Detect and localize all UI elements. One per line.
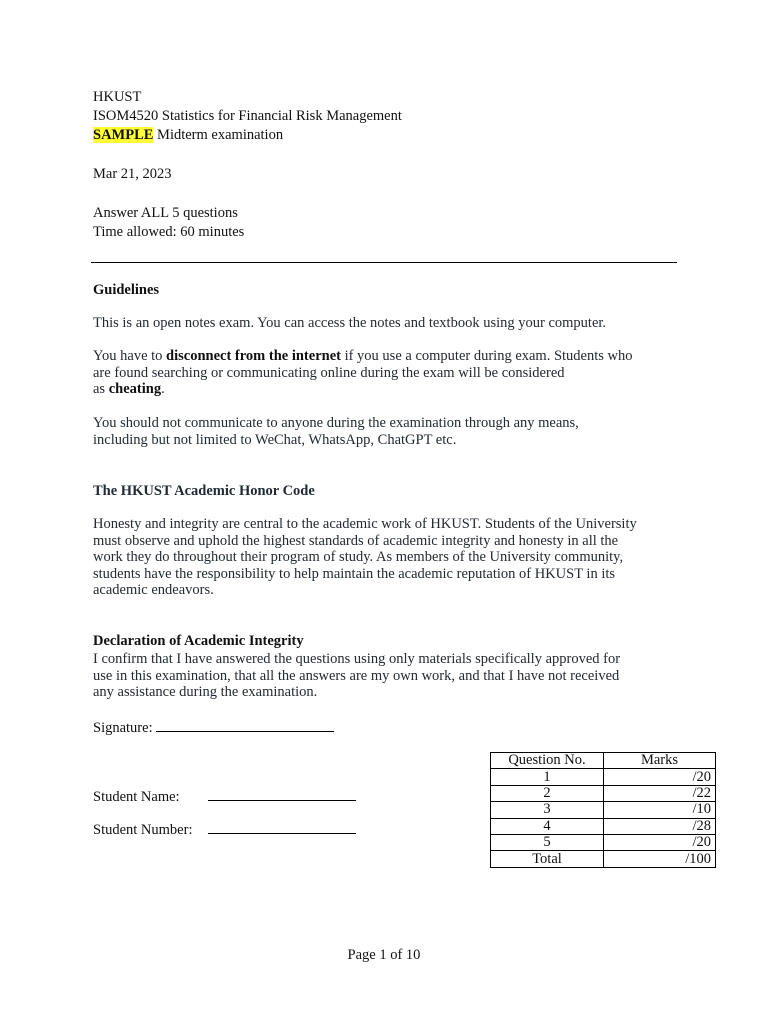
institution-name: HKUST xyxy=(93,89,142,105)
question-number: 3 xyxy=(491,802,604,818)
question-marks: /20 xyxy=(604,834,716,850)
guideline-p2-line3: as cheating. xyxy=(93,381,165,398)
student-number-line[interactable] xyxy=(208,819,356,834)
question-marks: /20 xyxy=(604,769,716,785)
page-number: Page 1 of 10 xyxy=(347,947,421,963)
question-marks: /10 xyxy=(604,802,716,818)
exam-instructions: Answer ALL 5 questions xyxy=(93,205,238,221)
student-number-label: Student Number: xyxy=(93,822,193,838)
signature-line[interactable] xyxy=(156,717,334,732)
table-row xyxy=(491,818,716,834)
guideline-p2-line1: You have to disconnect from the internet if you use a computer during exam. Students who xyxy=(93,348,633,364)
question-number: 5 xyxy=(491,834,604,850)
question-marks: /22 xyxy=(604,785,716,801)
signature-label: Signature: xyxy=(93,720,157,736)
table-header-row xyxy=(491,753,716,769)
student-name-line[interactable] xyxy=(208,786,356,801)
student-name-label: Student Name: xyxy=(93,789,180,805)
total-marks: /100 xyxy=(604,851,716,867)
internet-emphasis: disconnect from the internet xyxy=(166,348,341,364)
table-row xyxy=(491,769,716,785)
declaration-paragraph: I confirm that I have answered the questions using only materials specifically approved for use in this examination, that all the answers are my own work, and that I have not received any assistance during the examination. xyxy=(93,651,621,701)
exam-title xyxy=(93,126,283,145)
table-row xyxy=(491,785,716,801)
question-number: 4 xyxy=(491,818,604,834)
exam-type: Midterm examination xyxy=(153,127,284,143)
table-row xyxy=(491,802,716,818)
time-allowed: Time allowed: 60 minutes xyxy=(93,224,245,240)
table-total-row xyxy=(491,851,716,867)
declaration-heading: Declaration of Academic Integrity xyxy=(93,633,304,649)
question-no-header: Question No. xyxy=(491,753,604,769)
honor-code-heading: The HKUST Academic Honor Code xyxy=(93,483,315,499)
guideline-p2-line2: are found searching or communicating online during the exam will be considered xyxy=(93,364,565,381)
marks-header: Marks xyxy=(604,753,716,769)
guideline-paragraph-3: You should not communicate to anyone during the examination through any means, including but not limited to WeChat, WhatsApp, ChatGPT etc. xyxy=(93,415,579,448)
sample-highlight: SAMPLE xyxy=(93,127,154,143)
marks-table xyxy=(490,752,716,868)
question-marks: /28 xyxy=(604,818,716,834)
cheating-emphasis: cheating xyxy=(108,381,162,398)
signature-field[interactable] xyxy=(93,717,334,738)
question-number: 1 xyxy=(491,769,604,785)
question-number: 2 xyxy=(491,785,604,801)
guideline-paragraph-1: This is an open notes exam. You can access the notes and textbook using your computer. xyxy=(93,315,607,331)
header-divider xyxy=(91,262,677,263)
guideline-paragraph-2 xyxy=(93,348,683,398)
table-row xyxy=(491,834,716,850)
honor-code-paragraph: Honesty and integrity are central to the academic work of HKUST. Students of the University must observe and uphold the highest standards of academic integrity and honesty in all the work they do throughout their program of study. As members of the University community, students have the responsibility to help maintain the academic reputation of HKUST in its academic endeavors. xyxy=(93,516,637,599)
guidelines-heading: Guidelines xyxy=(93,282,160,298)
course-title: ISOM4520 Statistics for Financial Risk Management xyxy=(93,108,402,124)
exam-date: Mar 21, 2023 xyxy=(93,166,172,182)
total-label: Total xyxy=(491,851,604,867)
